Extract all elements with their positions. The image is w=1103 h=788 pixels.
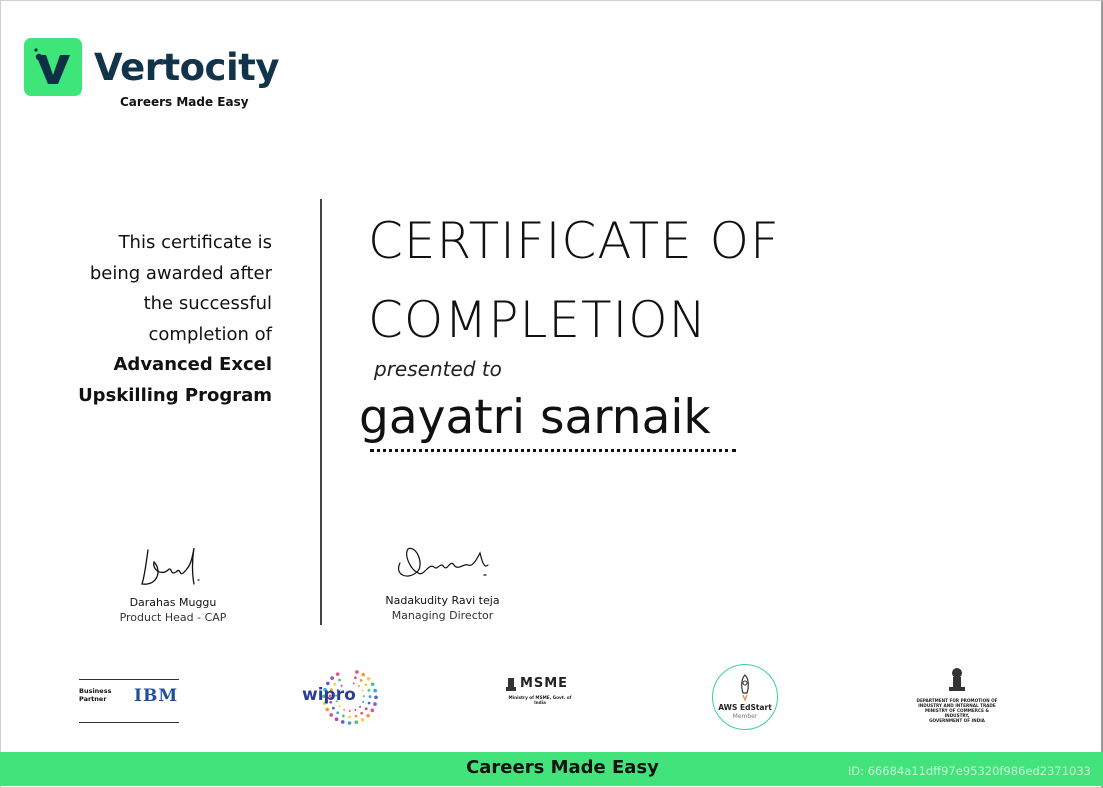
- rocket-icon: [735, 673, 755, 701]
- msme-caption: Ministry of MSME, Govt. of India: [508, 695, 572, 705]
- dpiit-text: [914, 698, 1000, 723]
- ibm-bp-text: [79, 687, 111, 703]
- certificate-title: [368, 202, 780, 360]
- signatory-name: Darahas Muggu: [129, 596, 217, 609]
- award-description: [60, 228, 272, 411]
- dpiit-line: INDUSTRY AND INTERNAL TRADE: [918, 703, 996, 708]
- ibm-wordmark: IBM: [134, 686, 179, 706]
- signature-image: [388, 535, 498, 590]
- msme-logo: [505, 676, 575, 712]
- description-line: This certificate is: [118, 232, 272, 253]
- ibm-bp-line1: Business: [79, 687, 112, 695]
- emblem-icon: [505, 676, 517, 694]
- signatory-name: Nadakudity Ravi teja: [385, 594, 500, 607]
- signatory-product-head: [98, 540, 248, 624]
- dpiit-line: GOVERNMENT OF INDIA: [929, 718, 985, 723]
- program-name-line1: Advanced Excel: [113, 354, 272, 375]
- national-emblem-icon: [947, 666, 967, 696]
- aws-member: Member: [732, 713, 758, 720]
- recipient-name: gayatri sarnaik: [359, 390, 711, 445]
- title-line2: COMPLETION: [368, 291, 708, 349]
- description-line: completion of: [148, 323, 272, 345]
- presented-to-label: presented to: [374, 357, 502, 381]
- recipient-underline: [370, 449, 736, 452]
- aws-edstart-logo: [712, 664, 778, 730]
- vertocity-logo-icon: [24, 38, 82, 96]
- footer-bar: [0, 752, 1103, 786]
- certificate-id: ID: 66684a11dff97e95320f986ed2371033: [847, 764, 1091, 778]
- vertocity-logo: [24, 38, 279, 96]
- msme-title: MSME: [519, 676, 569, 691]
- signatory-role: Product Head - CAP: [119, 611, 227, 624]
- title-line1: CERTIFICATE OF: [368, 212, 780, 270]
- wipro-wordmark: wipro: [302, 685, 356, 705]
- dpiit-line: DEPARTMENT FOR PROMOTION OF: [916, 698, 998, 703]
- dpiit-line: MINISTRY OF COMMERCE & INDUSTRY,: [924, 708, 990, 718]
- footer-tagline: Careers Made Easy: [466, 757, 659, 778]
- signatory-managing-director: [365, 535, 520, 622]
- ibm-business-partner-logo: [79, 679, 179, 723]
- wipro-logo: [300, 665, 384, 729]
- brand-name: Vertocity: [94, 45, 279, 89]
- aws-title: AWS EdStart: [718, 703, 772, 712]
- description-line: the successful: [143, 293, 272, 314]
- vertical-divider: [320, 199, 322, 625]
- ibm-bp-line2: Partner: [79, 695, 107, 703]
- signature-image: [128, 540, 218, 592]
- description-line: being awarded after: [89, 262, 272, 284]
- brand-tagline: Careers Made Easy: [120, 95, 249, 109]
- dpiit-logo: [914, 666, 1000, 723]
- program-name-line2: Upskilling Program: [78, 384, 272, 406]
- signatory-role: Managing Director: [391, 609, 494, 622]
